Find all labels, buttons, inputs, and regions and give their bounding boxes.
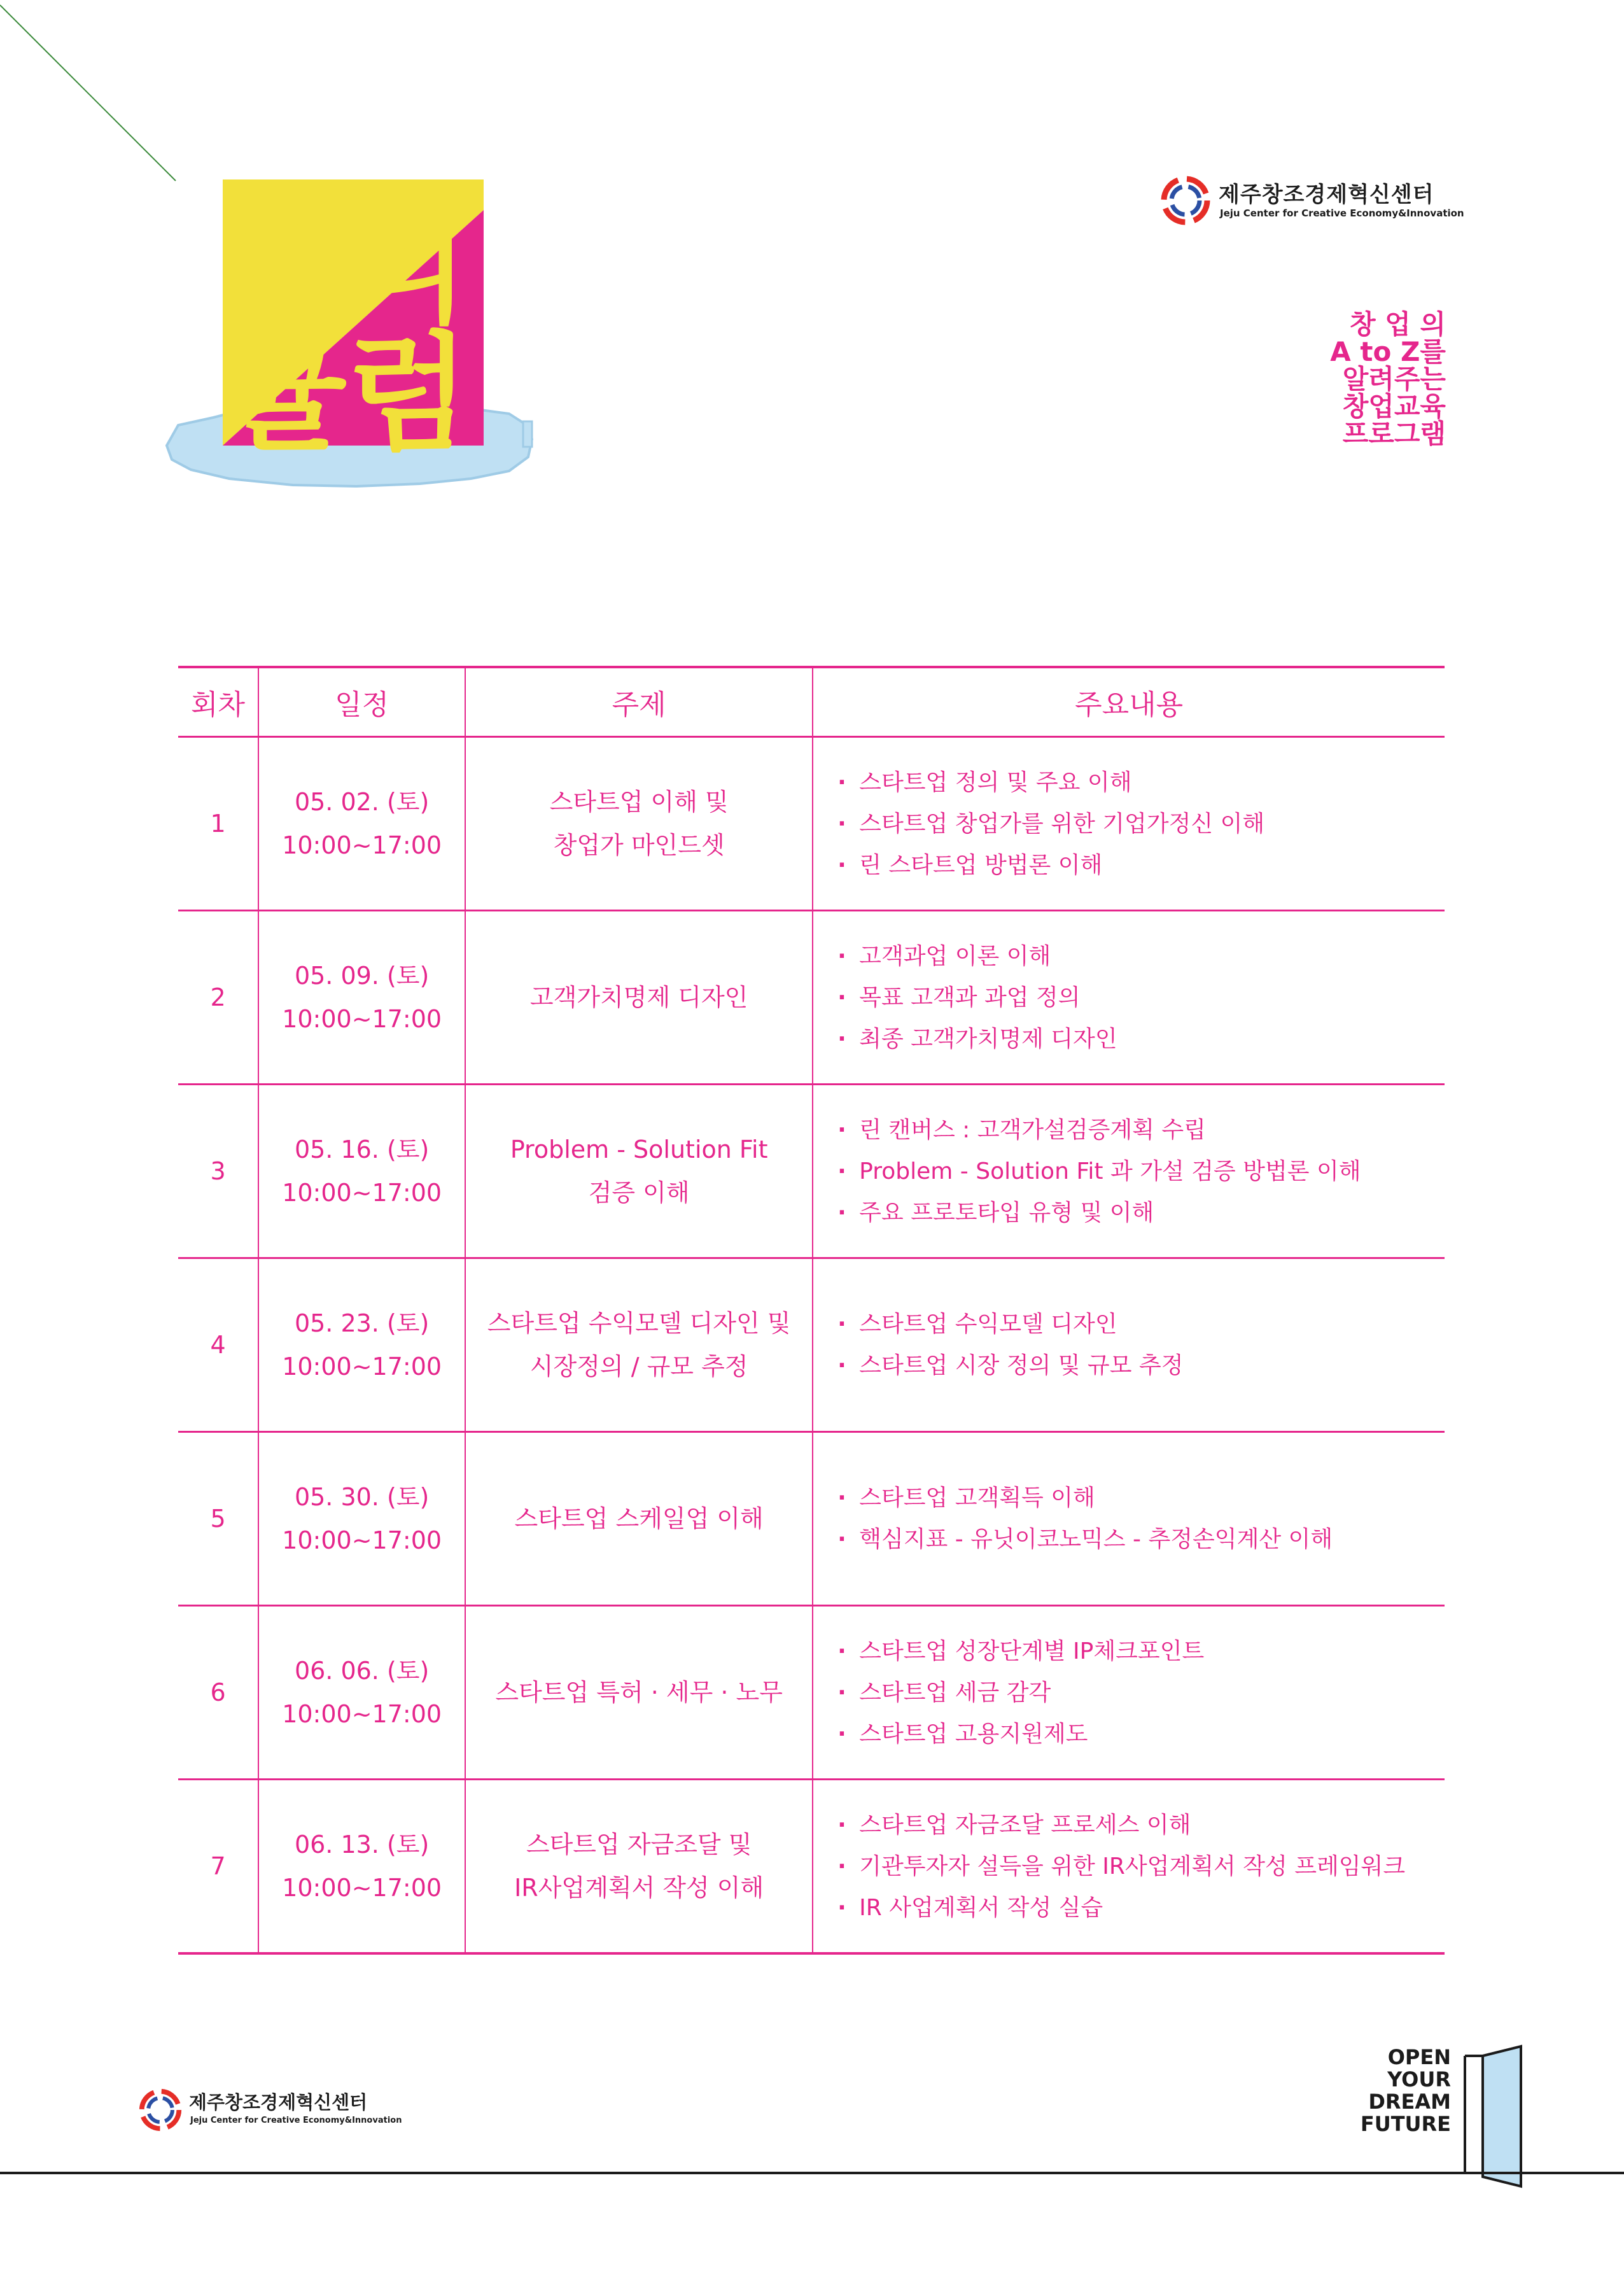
org-subtitle: Jeju Center for Creative Economy&Innovation — [190, 2116, 402, 2125]
session-topic — [465, 1606, 813, 1780]
session-content — [813, 1258, 1445, 1432]
header-content: 주요내용 — [813, 667, 1445, 737]
session-schedule — [258, 1780, 465, 1954]
session-topic — [465, 1780, 813, 1954]
open-door-icon — [1464, 2043, 1534, 2190]
topic-line: 시장정의 / 규모 추정 — [529, 1353, 748, 1381]
session-schedule — [258, 737, 465, 911]
session-number: 5 — [178, 1432, 258, 1606]
session-number: 2 — [178, 911, 258, 1085]
session-time: 10:00~17:00 — [282, 1353, 442, 1381]
session-date: 06. 06. (토) — [294, 1657, 430, 1685]
table-row — [178, 1085, 1445, 1258]
content-item: · 주요 프로토타입 유형 및 이해 — [837, 1192, 1444, 1234]
table-row — [178, 1432, 1445, 1606]
content-item: · IR 사업계획서 작성 실습 — [837, 1887, 1444, 1929]
footer-slogan-line: FUTURE — [1360, 2112, 1451, 2136]
header-topic: 주제 — [465, 667, 813, 737]
session-number: 3 — [178, 1085, 258, 1258]
title-line1: 커리 — [224, 193, 470, 341]
slogan-line: 창업교육 — [1342, 391, 1446, 422]
slogan-line: 프로그램 — [1342, 418, 1446, 449]
org-name: 제주창조경제혁신센터 — [1219, 182, 1434, 207]
session-content — [813, 1085, 1445, 1258]
content-item: · 기관투자자 설득을 위한 IR사업계획서 작성 프레임워크 — [837, 1846, 1444, 1887]
session-schedule — [258, 1085, 465, 1258]
table-row — [178, 1780, 1445, 1954]
table-row — [178, 737, 1445, 911]
session-topic — [465, 1432, 813, 1606]
topic-line: 스타트업 스케일업 이해 — [514, 1505, 764, 1533]
topic-line: 스타트업 특허 · 세무 · 노무 — [495, 1678, 783, 1706]
content-item: · 린 스타트업 방법론 이해 — [837, 845, 1444, 886]
footer-slogan — [1324, 2046, 1451, 2135]
org-subtitle: Jeju Center for Creative Economy&Innovation — [1220, 207, 1464, 219]
content-item: · 고객과업 이론 이해 — [837, 936, 1444, 977]
org-name: 제주창조경제혁신센터 — [189, 2092, 368, 2113]
session-time: 10:00~17:00 — [282, 1179, 442, 1207]
session-time: 10:00~17:00 — [282, 1526, 442, 1554]
session-date: 05. 02. (토) — [294, 788, 430, 816]
session-number: 1 — [178, 737, 258, 911]
session-topic — [465, 1085, 813, 1258]
session-schedule — [258, 1606, 465, 1780]
footer-slogan-line: YOUR — [1387, 2067, 1451, 2092]
content-item: · Problem - Solution Fit 과 가설 검증 방법론 이해 — [837, 1151, 1444, 1192]
session-number: 4 — [178, 1258, 258, 1432]
session-schedule — [258, 1258, 465, 1432]
table-row — [178, 911, 1445, 1085]
content-item: · 린 캔버스 : 고객가설검증계획 수립 — [837, 1109, 1444, 1151]
session-topic — [465, 911, 813, 1085]
session-content — [813, 1606, 1445, 1780]
content-item: · 스타트업 성장단계별 IP체크포인트 — [837, 1631, 1444, 1672]
content-item: · 최종 고객가치명제 디자인 — [837, 1018, 1444, 1060]
session-time: 10:00~17:00 — [282, 1874, 442, 1902]
topic-line: IR사업계획서 작성 이해 — [514, 1874, 764, 1902]
table-header-row — [178, 667, 1445, 737]
jeju-island-icon — [153, 172, 547, 496]
session-date: 05. 09. (토) — [294, 962, 430, 990]
topic-line: 창업가 마인드셋 — [553, 831, 725, 859]
table-row — [178, 1258, 1445, 1432]
topic-line: 스타트업 이해 및 — [549, 788, 729, 816]
slogan-line: A to Z를 — [1330, 336, 1446, 367]
topic-line: Problem - Solution Fit — [510, 1135, 768, 1164]
session-topic — [465, 737, 813, 911]
header-schedule: 일정 — [258, 667, 465, 737]
session-time: 10:00~17:00 — [282, 1005, 442, 1033]
session-content — [813, 1432, 1445, 1606]
curriculum-title-graphic — [153, 172, 547, 496]
footer-slogan-line: OPEN — [1387, 2045, 1451, 2069]
session-date: 05. 30. (토) — [294, 1483, 430, 1511]
session-date: 06. 13. (토) — [294, 1831, 430, 1859]
session-date: 05. 23. (토) — [294, 1309, 430, 1337]
footer-slogan-line: DREAM — [1368, 2090, 1451, 2114]
curriculum-table — [178, 666, 1445, 1955]
corner-decoration-line — [0, 0, 191, 191]
content-item: · 스타트업 고용지원제도 — [837, 1713, 1444, 1755]
content-item: · 스타트업 시장 정의 및 규모 추정 — [837, 1345, 1444, 1386]
session-number: 6 — [178, 1606, 258, 1780]
content-item: · 핵심지표 - 유닛이코노믹스 - 추정손익계산 이해 — [837, 1519, 1444, 1560]
session-time: 10:00~17:00 — [282, 1700, 442, 1728]
content-item: · 스타트업 자금조달 프로세스 이해 — [837, 1804, 1444, 1846]
org-logo-top — [1158, 173, 1464, 230]
session-date: 05. 16. (토) — [294, 1135, 430, 1164]
org-logo-bottom — [137, 2086, 404, 2137]
footer-divider — [0, 2172, 1624, 2174]
table-row — [178, 1606, 1445, 1780]
content-item: · 스타트업 정의 및 주요 이해 — [837, 762, 1444, 803]
topic-line: 검증 이해 — [588, 1179, 690, 1207]
content-item: · 스타트업 고객획득 이해 — [837, 1477, 1444, 1519]
slogan — [1255, 311, 1446, 447]
org-emblem-icon — [1158, 173, 1213, 228]
session-time: 10:00~17:00 — [282, 831, 442, 859]
topic-line: 고객가치명제 디자인 — [529, 983, 748, 1011]
content-item: · 목표 고객과 과업 정의 — [837, 977, 1444, 1018]
session-content — [813, 911, 1445, 1085]
content-item: · 스타트업 창업가를 위한 기업가정신 이해 — [837, 803, 1444, 845]
session-schedule — [258, 1432, 465, 1606]
content-item: · 스타트업 세금 감각 — [837, 1672, 1444, 1713]
topic-line: 스타트업 수익모델 디자인 및 — [487, 1309, 791, 1337]
session-topic — [465, 1258, 813, 1432]
slogan-line: 알려주는 — [1342, 363, 1446, 395]
session-number: 7 — [178, 1780, 258, 1954]
header-session: 회차 — [178, 667, 258, 737]
slogan-line: 창 업 의 — [1350, 309, 1446, 340]
org-emblem-icon — [137, 2086, 184, 2134]
session-schedule — [258, 911, 465, 1085]
content-item: · 스타트업 수익모델 디자인 — [837, 1304, 1444, 1345]
session-content — [813, 1780, 1445, 1954]
title-line2: 큘럼 — [224, 320, 470, 468]
topic-line: 스타트업 자금조달 및 — [526, 1831, 752, 1859]
session-content — [813, 737, 1445, 911]
